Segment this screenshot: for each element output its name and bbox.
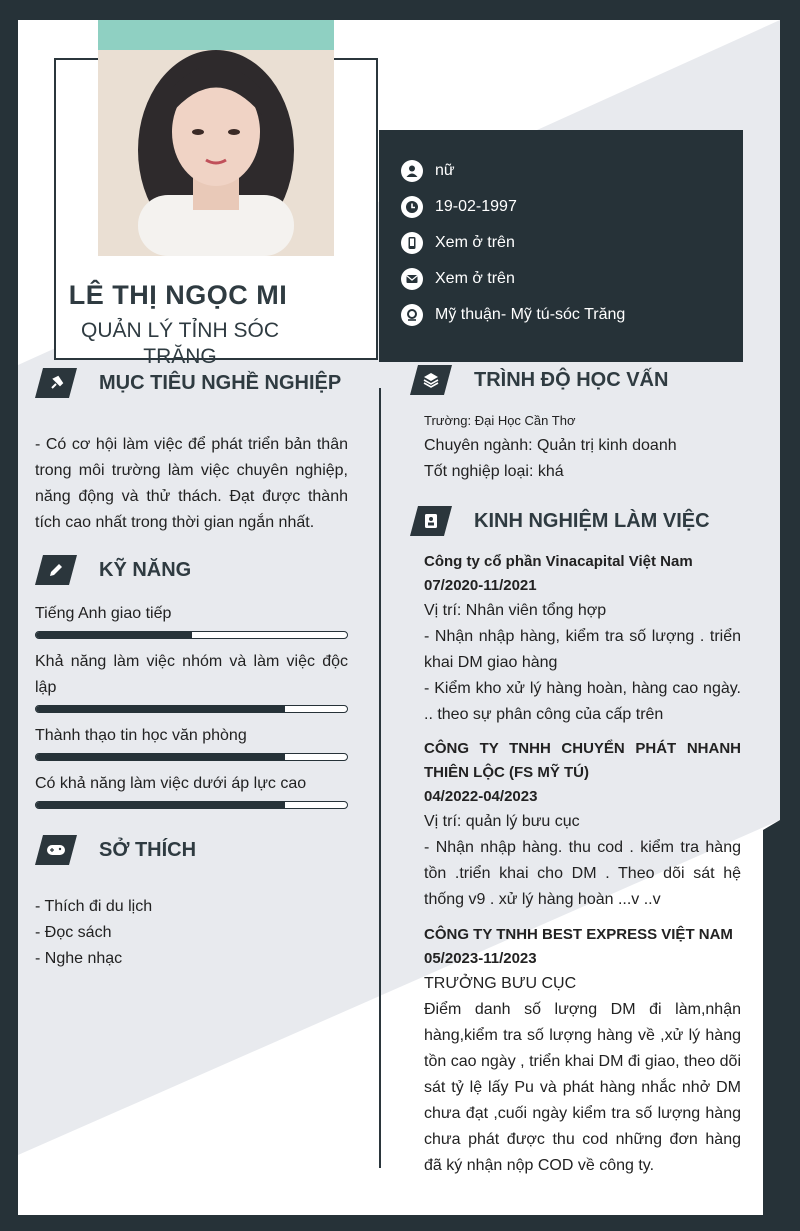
resume-page [18,20,780,1215]
profile-photo [98,20,334,256]
section-title: KINH NGHIỆM LÀM VIỆC [474,509,710,532]
skills-heading [35,555,191,585]
contact-text: Mỹ thuận- Mỹ tú-sóc Trăng [435,306,626,323]
user-icon [401,160,423,182]
skill-bar [35,801,348,809]
skill-label: Có khả năng làm việc dưới áp lực cao [35,775,307,792]
job-entry [424,923,741,1179]
skill-bar-fill [36,706,285,712]
pencil-icon [35,555,77,585]
skill-bar [35,753,348,761]
education-grade: Tốt nghiệp loại: khá [424,463,564,480]
candidate-name: LÊ THỊ NGỌC MI [68,280,288,310]
job-detail: Điểm danh số lượng DM đi làm,nhận hàng,kiểm tra số lượng hàng về ,xử lý hàng tồn cao ngày , triển khai DM đi giao, theo dõi sát tỷ lệ lấy Pu và phát hàng nhắc nhở DM chưa đạt ,cuối ngày kiểm tra số lượng hàng chưa phát được thu cod những đơn hàng đã ký nhận nộp COD về công ty. [424,1001,741,1174]
job-company: Công ty cổ phần Vinacapital Việt Nam [424,553,693,570]
location-icon [401,304,423,326]
experience-heading [410,506,710,536]
job-entry [424,550,741,728]
job-detail: - Nhận nhập hàng, kiểm tra số lượng . triển khai DM giao hàng [424,628,741,671]
id-card-icon [410,506,452,536]
contact-birthdate [401,196,517,218]
skill-bar-fill [36,802,285,808]
phone-icon [401,232,423,254]
section-title: TRÌNH ĐỘ HỌC VẤN [474,368,669,391]
hobby-item: - Thích đi du lịch [35,898,153,915]
contact-box [379,130,743,362]
contact-text: Xem ở trên [435,270,515,287]
skill-bar [35,705,348,713]
contact-text: nữ [435,162,455,179]
job-period: 04/2022-04/2023 [424,788,538,805]
hobbies-heading [35,835,196,865]
contact-text: 19-02-1997 [435,198,517,215]
job-detail: - Kiểm kho xử lý hàng hoàn, hàng cao ngày. .. theo sự phân công của cấp trên [424,680,741,723]
skill-item [35,723,348,761]
education-major: Chuyên ngành: Quản trị kinh doanh [424,437,677,454]
hobby-item: - Nghe nhạc [35,950,123,967]
gamepad-icon [35,835,77,865]
education-school: Trường: Đại Học Cần Thơ [424,413,576,428]
skill-item [35,649,348,713]
job-role: Vị trí: Nhân viên tổng hợp [424,602,607,619]
contact-email [401,268,515,290]
contact-gender [401,160,455,182]
job-role: Vị trí: quản lý bưu cục [424,813,580,830]
clock-icon [401,196,423,218]
skill-bar-fill [36,632,192,638]
skill-bar [35,631,348,639]
contact-phone [401,232,515,254]
job-company: CÔNG TY TNHH CHUYỂN PHÁT NHANH THIÊN LỘC (FS MỸ TÚ) [424,740,741,781]
pin-icon [35,368,77,398]
skill-label: Tiếng Anh giao tiếp [35,605,172,622]
layers-icon [410,365,452,395]
section-title: KỸ NĂNG [99,558,192,581]
email-icon [401,268,423,290]
job-period: 07/2020-11/2021 [424,577,537,594]
job-company: CÔNG TY TNHH BEST EXPRESS VIỆT NAM [424,926,733,943]
skill-item [35,771,348,809]
skill-item [35,601,348,639]
objective-heading [35,368,341,398]
contact-address [401,304,625,326]
skill-label: Thành thạo tin học văn phòng [35,727,247,744]
education-body [424,409,741,485]
hobby-item: - Đọc sách [35,924,112,941]
section-title: MỤC TIÊU NGHỀ NGHIỆP [99,371,342,394]
candidate-job-title: QUẢN LÝ TỈNH SÓC TRĂNG [81,319,279,368]
contact-text: Xem ở trên [435,234,515,251]
hobbies-list [35,894,152,972]
education-heading [410,365,668,395]
skill-bar-fill [36,754,285,760]
job-entry [424,737,741,913]
job-detail: - Nhận nhập hàng. thu cod . kiểm tra hàng tồn .triển khai cho DM . Theo dõi sát hệ thống v9 . xử lý hàng hoàn ...v ..v [424,839,741,908]
column-divider [379,388,381,1168]
job-period: 05/2023-11/2023 [424,950,537,967]
objective-text: - Có cơ hội làm việc để phát triển bản thân trong môi trường làm việc chuyên nghiệp, năng động và thử thách. Đạt được thành tích cao nhất trong thời gian ngắn nhất. [35,436,348,531]
job-role: TRƯỞNG BƯU CỤC [424,975,577,992]
skill-label: Khả năng làm việc nhóm và làm việc độc lập [35,653,348,696]
section-title: SỞ THÍCH [99,838,197,861]
